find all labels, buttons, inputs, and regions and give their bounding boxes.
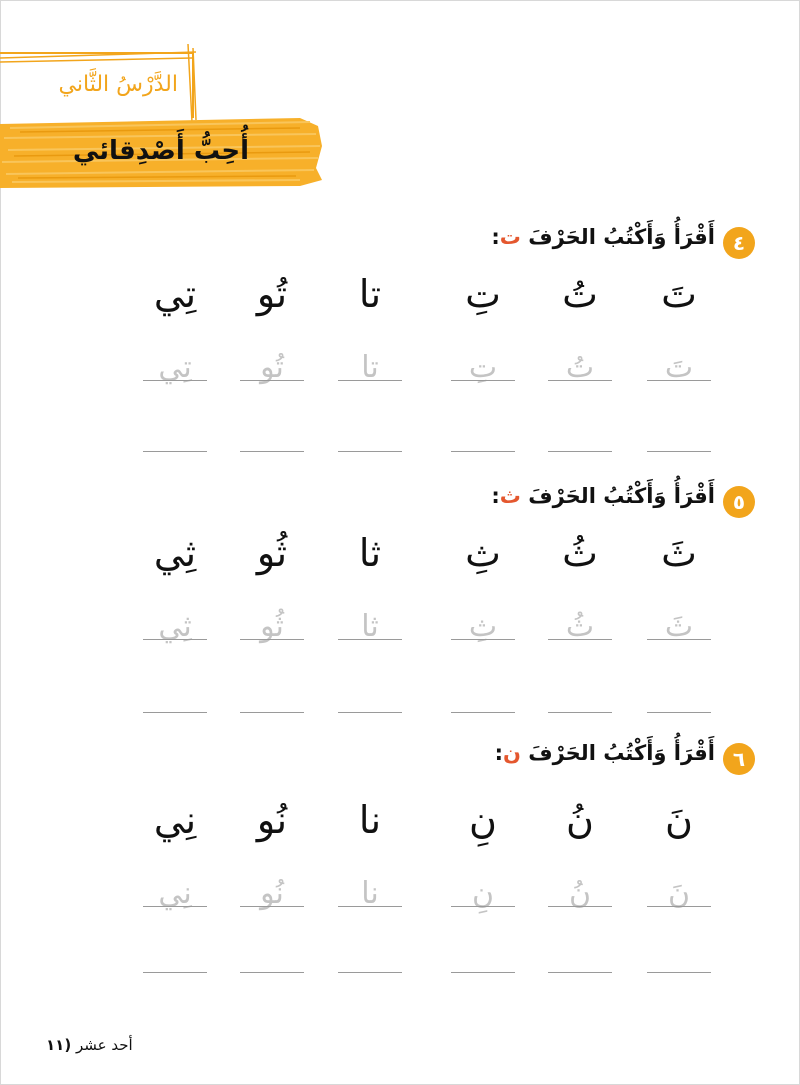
model-syllable: تُو [256, 272, 288, 316]
exercise-number-badge: ٥ [723, 486, 755, 518]
trace-syllable: نَ [667, 876, 691, 911]
writing-line[interactable] [240, 972, 304, 973]
instruction-suffix: : [491, 225, 500, 249]
model-row [143, 272, 711, 332]
trace-baseline [143, 639, 207, 640]
trace-syllable: ثِ [468, 609, 498, 644]
trace-syllable: نُ [568, 876, 592, 911]
trace-baseline [338, 639, 402, 640]
trace-syllable: تِ [468, 350, 498, 385]
trace-baseline [143, 380, 207, 381]
model-syllable: تِ [465, 272, 501, 316]
model-syllable: نِ [469, 798, 497, 842]
trace-syllable: ثُو [260, 609, 284, 644]
writing-line[interactable] [143, 451, 207, 452]
trace-baseline [451, 380, 515, 381]
writing-row [143, 442, 711, 452]
writing-row [143, 963, 711, 973]
exercise-number-badge: ٤ [723, 227, 755, 259]
trace-baseline [240, 639, 304, 640]
model-syllable: نا [358, 798, 382, 842]
trace-baseline [240, 380, 304, 381]
writing-line[interactable] [451, 712, 515, 713]
page-number: (١١ [46, 1036, 72, 1054]
model-syllable: نُو [256, 798, 288, 842]
writing-line[interactable] [647, 972, 711, 973]
model-syllable: نَ [665, 798, 693, 842]
model-syllable: تا [358, 272, 382, 316]
target-letter: ث [499, 484, 521, 508]
trace-syllable: نِ [471, 876, 495, 911]
trace-baseline [338, 906, 402, 907]
writing-line[interactable] [647, 451, 711, 452]
model-syllable: ثِي [153, 531, 197, 575]
trace-baseline [143, 906, 207, 907]
trace-baseline [548, 380, 612, 381]
writing-line[interactable] [240, 451, 304, 452]
trace-row [143, 609, 711, 669]
trace-row [143, 350, 711, 410]
trace-baseline [548, 906, 612, 907]
trace-syllable: ثا [361, 609, 379, 644]
trace-syllable: تُو [260, 350, 284, 385]
writing-line[interactable] [143, 972, 207, 973]
instruction-suffix: : [494, 741, 503, 765]
lesson-title-band [0, 116, 322, 188]
page-number-word: أحد عشر [75, 1036, 133, 1054]
trace-baseline [240, 906, 304, 907]
writing-line[interactable] [647, 712, 711, 713]
writing-line[interactable] [338, 972, 402, 973]
writing-line[interactable] [548, 972, 612, 973]
writing-line[interactable] [143, 712, 207, 713]
trace-syllable: تا [361, 350, 379, 385]
writing-line[interactable] [338, 451, 402, 452]
model-syllable: تِي [153, 272, 197, 316]
trace-syllable: نُو [260, 876, 284, 911]
trace-syllable: نا [361, 876, 379, 911]
model-row [143, 798, 711, 858]
writing-line[interactable] [451, 972, 515, 973]
trace-baseline [647, 380, 711, 381]
trace-syllable: تِي [158, 350, 192, 385]
trace-baseline [451, 906, 515, 907]
trace-syllable: تُ [565, 350, 595, 385]
trace-syllable: ثَ [664, 609, 694, 644]
trace-syllable: ثِي [158, 609, 192, 644]
writing-line[interactable] [548, 712, 612, 713]
model-syllable: نِي [153, 798, 197, 842]
trace-row [143, 876, 711, 936]
exercise-instruction [491, 225, 715, 249]
writing-row [143, 703, 711, 713]
instruction-text: أَقْرَأُ وَأَكْتُبُ الحَرْفَ [528, 484, 715, 508]
instruction-text: أَقْرَأُ وَأَكْتُبُ الحَرْفَ [528, 741, 715, 765]
trace-syllable: تَ [664, 350, 694, 385]
instruction-text: أَقْرَأُ وَأَكْتُبُ الحَرْفَ [528, 225, 715, 249]
exercise-instruction [495, 741, 715, 765]
model-syllable: ثَ [661, 531, 697, 575]
model-syllable: ثُ [562, 531, 598, 575]
model-row [143, 531, 711, 591]
writing-line[interactable] [338, 712, 402, 713]
lesson-title: أُحِبُّ أَصْدِقائي [72, 136, 250, 166]
trace-baseline [451, 639, 515, 640]
model-syllable: ثِ [465, 531, 501, 575]
page-footer [46, 1036, 133, 1054]
target-letter: ن [502, 741, 521, 765]
trace-baseline [548, 639, 612, 640]
lesson-box-scribble [0, 44, 200, 124]
writing-line[interactable] [451, 451, 515, 452]
lesson-label: الدَّرْسُ الثَّاني [58, 72, 178, 97]
target-letter: ت [499, 225, 521, 249]
trace-baseline [647, 906, 711, 907]
exercise-instruction [491, 484, 715, 508]
trace-syllable: ثُ [565, 609, 595, 644]
model-syllable: نُ [566, 798, 594, 842]
trace-baseline [338, 380, 402, 381]
model-syllable: ثا [358, 531, 382, 575]
instruction-suffix: : [491, 484, 500, 508]
model-syllable: تُ [562, 272, 598, 316]
writing-line[interactable] [548, 451, 612, 452]
model-syllable: ثُو [256, 531, 288, 575]
trace-baseline [647, 639, 711, 640]
model-syllable: تَ [661, 272, 697, 316]
writing-line[interactable] [240, 712, 304, 713]
trace-syllable: نِي [158, 876, 192, 911]
exercise-number-badge: ٦ [723, 743, 755, 775]
